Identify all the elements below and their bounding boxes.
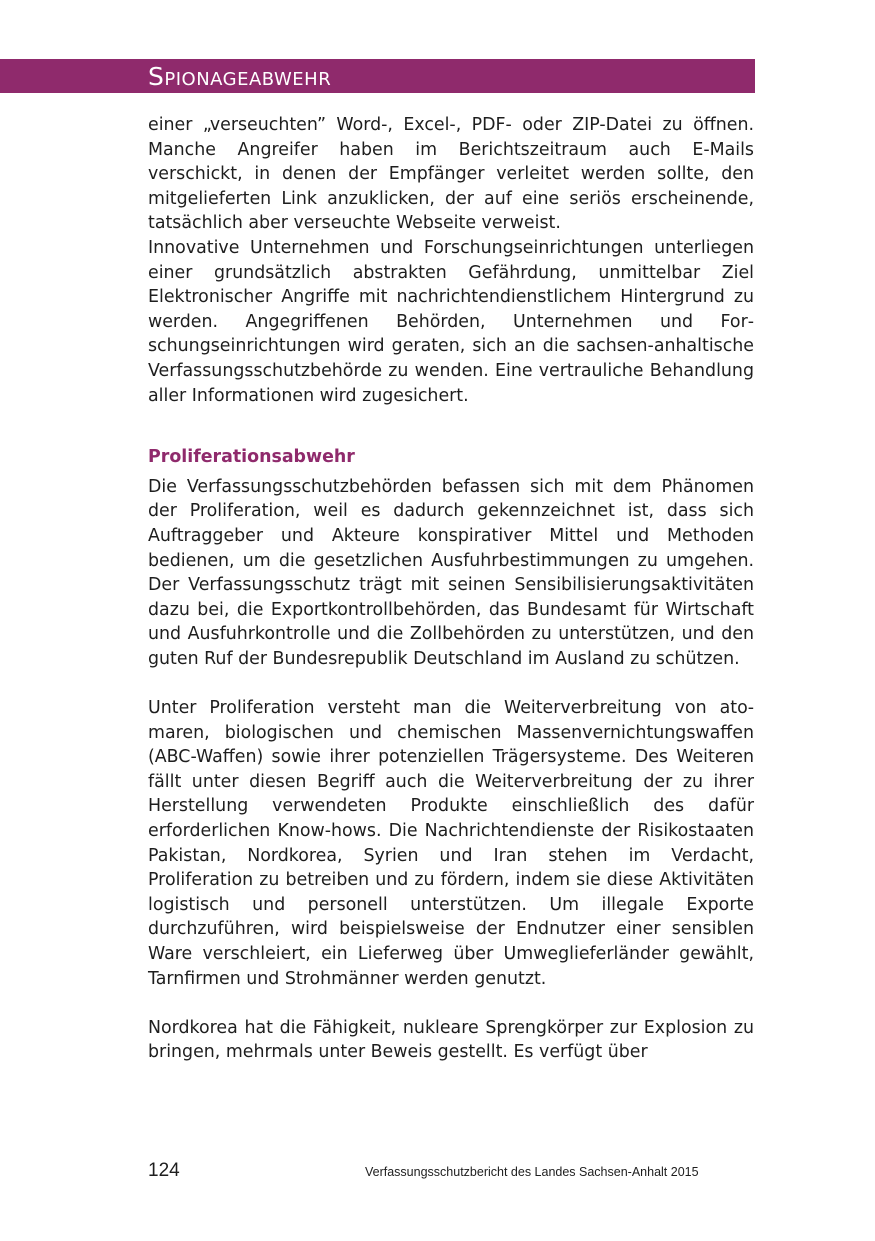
page-content [148,113,754,1065]
body-paragraph: einer „verseuchten” Word-, Excel-, PDF- oder ZIP-Datei zu öffnen. Manche Angreifer haben im Berichtszeitraum auch E-Mails verschickt, in denen der Empfänger verleitet werden sollte, den mitgelieferten Link anzuklicken, der auf eine seriös erscheinende, tatsächlich aber verseuchte Webseite verweist. [148,115,754,234]
body-paragraph: Innovative Unternehmen und Forschungseinrichtungen unterliegen einer grundsätzlich abstrakten Gefährdung, unmittelbar Ziel Elektronischer Angriffe mit nachrichtendienstlichem Hintergrund zu werden. Angegriffenen Behörden, Unternehmen und Forschungseinrichtungen wird geraten, sich an die sachsen-anhaltische Verfassungsschutzbehörde zu wenden. Eine vertrauliche Behandlung aller Informationen wird zugesichert. [148,237,754,406]
section-heading: Proliferationsabwehr [148,447,355,468]
body-paragraph: Die Verfassungsschutzbehörden befassen sich mit dem Phänomen der Proliferation, weil es dadurch gekennzeichnet ist, dass sich Auftraggeber und Akteure konspirativer Mittel und Methoden bedienen, um die gesetzlichen Ausfuhrbestimmungen zu umgehen. Der Verfassungsschutz trägt mit seinen Sensibilisierungsaktivitäten dazu bei, die Exportkontrollbehörden, das Bundesamt für Wirtschaft und Ausfuhrkontrolle und die Zollbehörden zu unterstützen, und den guten Ruf der Bundesrepublik Deutschland im Ausland zu schützen. [148,476,754,669]
body-paragraph: Nordkorea hat die Fähigkeit, nukleare Sprengkörper zur Explosion zu bringen, mehrmals unter Beweis gestellt. Es verfügt über [148,1017,754,1063]
chapter-title: Spionageabwehr [148,62,332,91]
page-number: 124 [148,1160,180,1181]
chapter-header-band [0,59,755,93]
publication-title: Verfassungsschutzbericht des Landes Sachsen-Anhalt 2015 [365,1165,699,1179]
body-paragraph: Unter Proliferation versteht man die Weiterverbreitung von atomaren, biologischen und chemischen Massenvernichtungswaffen (ABC-Waffen) sowie ihrer potenziellen Trägersysteme. Des Weiteren fällt unter diesen Begriff auch die Weiterverbreitung der zu ihrer Herstellung verwendeten Produkte einschließlich des dafür erforderlichen Know-hows. Die Nachrichtendienste der Risikostaaten Pakistan, Nordkorea, Syrien und Iran stehen im Verdacht, Proliferation zu betreiben und zu fördern, indem sie diese Aktivitäten logistisch und personell unterstützen. Um illegale Exporte durchzuführen, wird beispielsweise der Endnutzer einer sensiblen Ware verschleiert, ein Lieferweg über Umweglieferländer gewählt, Tarnfirmen und Strohmänner werden genutzt. [148,698,754,989]
